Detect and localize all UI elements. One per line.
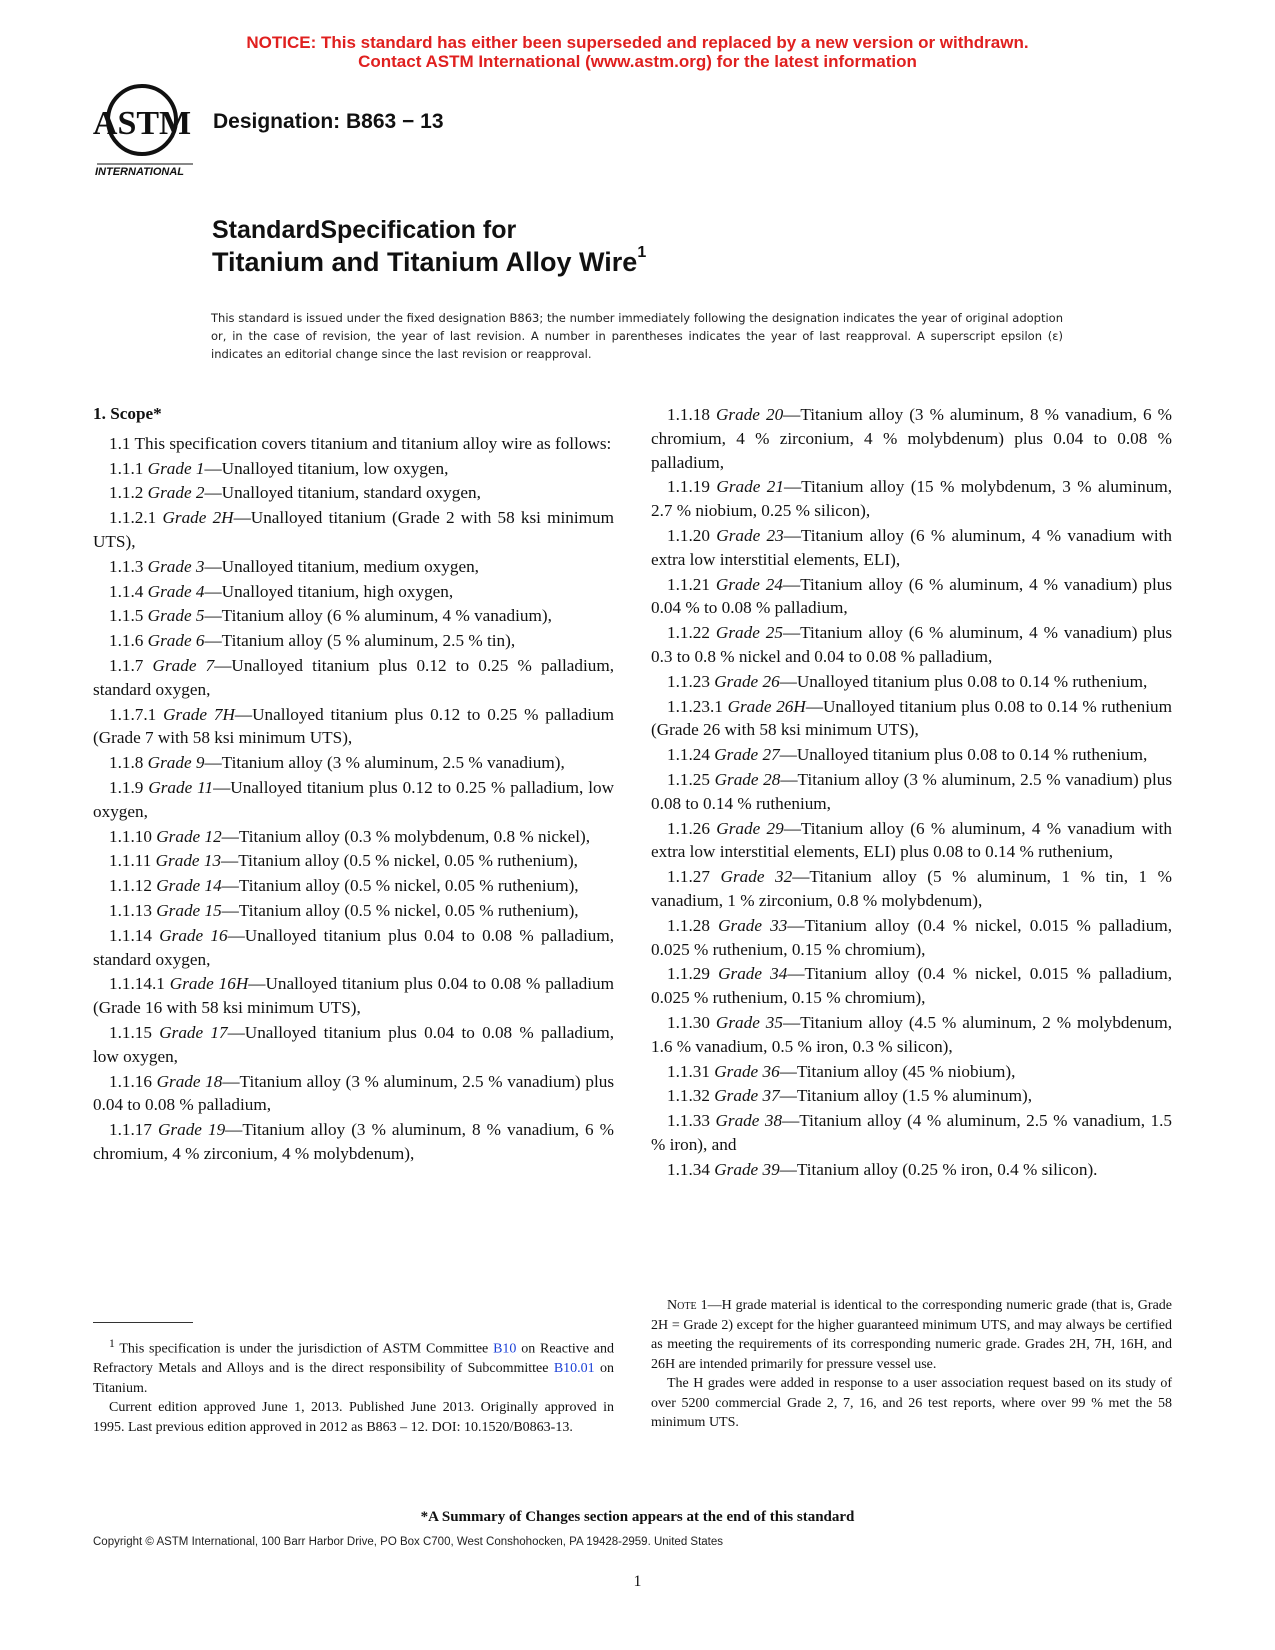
- grade-description: —Titanium alloy (15 % molybdenum, 3 % aluminum, 2.7 % niobium, 0.25 % silicon),: [651, 477, 1172, 521]
- note-1: [651, 1296, 1172, 1433]
- grade-description: —Unalloyed titanium plus 0.08 to 0.14 % ruthenium,: [779, 671, 1148, 691]
- grade-item: [651, 1084, 1172, 1108]
- grade-list-left: [93, 457, 614, 1166]
- grade-name: Grade 18: [156, 1071, 223, 1091]
- grade-description: —Unalloyed titanium, medium oxygen,: [204, 556, 479, 576]
- grade-name: Grade 28: [714, 769, 781, 789]
- item-number: 1.1.2: [109, 483, 144, 503]
- item-number: 1.1.32: [667, 1086, 710, 1106]
- grade-name: Grade 14: [156, 876, 222, 896]
- grade-item: [651, 670, 1172, 694]
- grade-item: [93, 481, 614, 505]
- grade-name: Grade 21: [716, 477, 784, 497]
- summary-of-changes-notice: *A Summary of Changes section appears at the end of this standard: [420, 1509, 855, 1525]
- item-number: 1.1.13: [109, 900, 152, 920]
- item-number: 1.1.10: [109, 826, 152, 846]
- item-number: 1.1.21: [667, 574, 710, 594]
- item-number: 1.1.8: [109, 753, 144, 773]
- grade-item: [93, 506, 614, 554]
- grade-item: [93, 555, 614, 579]
- item-number: 1.1.5: [109, 606, 144, 626]
- footnote-paragraph-2: Current edition approved June 1, 2013. Published June 2013. Originally approved in 1995. Last previous edition approved in 2012 as B863 – 12. DOI: 10.1520/B0863-13.: [93, 1400, 614, 1435]
- item-number: 1.1.27: [667, 867, 710, 887]
- left-column: [93, 402, 614, 1166]
- grade-description: —Titanium alloy (5 % aluminum, 2.5 % tin),: [204, 631, 516, 651]
- committee-link[interactable]: B10: [493, 1341, 517, 1357]
- title-text: Titanium and Titanium Alloy Wire: [212, 247, 638, 277]
- grade-name: Grade 25: [715, 623, 783, 643]
- grade-description: —Unalloyed titanium plus 0.04 to 0.08 % palladium (Grade 16 with 58 ksi minimum UTS),: [93, 974, 615, 1018]
- grade-item: [651, 1060, 1172, 1084]
- grade-description: —Titanium alloy (0.4 % nickel, 0.015 % palladium, 0.025 % ruthenium, 0.15 % chromium),: [651, 964, 1172, 1008]
- grade-description: —Unalloyed titanium, high oxygen,: [204, 581, 454, 601]
- grade-item: [651, 621, 1172, 669]
- item-number: 1.1.6: [109, 631, 144, 651]
- item-number: 1.1.7: [109, 655, 144, 675]
- footnote-marker: 1: [109, 1337, 115, 1350]
- grade-name: Grade 7: [152, 655, 215, 675]
- grade-item: [651, 817, 1172, 865]
- grade-description: —Titanium alloy (0.5 % nickel, 0.05 % ruthenium),: [221, 900, 579, 920]
- grade-description: —Titanium alloy (3 % aluminum, 2.5 % vanadium),: [204, 753, 565, 773]
- grade-name: Grade 2H: [162, 508, 234, 528]
- item-number: 1.1.15: [109, 1022, 152, 1042]
- footnote-text-a: This specification is under the jurisdiction of ASTM Committee: [114, 1341, 494, 1357]
- grade-description: —Titanium alloy (5 % aluminum, 1 % tin, 1 % vanadium, 1 % zirconium, 0.8 % molybdenum),: [651, 867, 1172, 910]
- grade-item: [93, 580, 614, 604]
- item-number: 1.1.23: [667, 671, 710, 691]
- grade-description: —Titanium alloy (6 % aluminum, 4 % vanadium with extra low interstitial elements, ELI),: [651, 525, 1172, 569]
- svg-text:INTERNATIONAL: INTERNATIONAL: [95, 166, 185, 178]
- item-number: 1.1.2.1: [109, 508, 157, 528]
- grade-name: Grade 29: [716, 818, 784, 838]
- grade-item: [93, 825, 614, 849]
- grade-description: —Unalloyed titanium plus 0.04 to 0.08 % palladium, low oxygen,: [93, 1022, 615, 1066]
- item-number: 1.1.18: [667, 405, 710, 424]
- grade-description: —Unalloyed titanium plus 0.12 to 0.25 % palladium (Grade 7 with 58 ksi minimum UTS),: [93, 704, 615, 748]
- item-number: 1.1.16: [109, 1071, 152, 1091]
- grade-description: —Titanium alloy (0.5 % nickel, 0.05 % ruthenium),: [221, 851, 578, 871]
- astm-logo: [93, 80, 201, 178]
- grade-name: Grade 35: [715, 1012, 783, 1032]
- grade-name: Grade 36: [714, 1061, 780, 1081]
- grade-item: [651, 573, 1172, 621]
- item-number: 1.1.25: [667, 769, 710, 789]
- page-number: 1: [633, 1573, 642, 1590]
- item-number: 1.1.4: [109, 581, 144, 601]
- grade-name: Grade 13: [155, 851, 222, 871]
- grade-name: Grade 26: [714, 671, 780, 691]
- grade-item: [651, 743, 1172, 767]
- grade-item: [651, 1011, 1172, 1059]
- grade-name: Grade 4: [147, 581, 205, 601]
- grade-name: Grade 32: [720, 867, 793, 887]
- grade-name: Grade 16H: [169, 974, 249, 994]
- grade-name: Grade 27: [714, 745, 780, 765]
- grade-description: —Titanium alloy (6 % aluminum, 4 % vanadium with extra low interstitial elements, ELI) plus 0.08 to 0.14 % ruthenium,: [651, 818, 1172, 862]
- grade-description: —Unalloyed titanium plus 0.12 to 0.25 % palladium, low oxygen,: [93, 777, 615, 821]
- grade-description: —Titanium alloy (0.4 % nickel, 0.015 % palladium, 0.025 % ruthenium, 0.15 % chromium),: [651, 915, 1172, 959]
- grade-item: [651, 1158, 1172, 1182]
- grade-description: —Unalloyed titanium plus 0.04 to 0.08 % palladium, standard oxygen,: [93, 925, 615, 969]
- svg-text:ASTM: ASTM: [93, 105, 192, 142]
- footnote-text-c: on Titanium.: [93, 1361, 614, 1396]
- grade-name: Grade 19: [158, 1120, 226, 1140]
- grade-name: Grade 16: [159, 925, 228, 945]
- grade-description: —Titanium alloy (3 % aluminum, 2.5 % vanadium) plus 0.08 to 0.14 % ruthenium,: [651, 769, 1173, 813]
- item-number: 1.1.14: [109, 925, 152, 945]
- grade-list-right: [651, 403, 1172, 1182]
- subcommittee-link[interactable]: B10.01: [553, 1361, 595, 1377]
- grade-name: Grade 7H: [163, 704, 235, 724]
- footnote-paragraph-1: [93, 1334, 614, 1398]
- grade-description: —Titanium alloy (0.5 % nickel, 0.05 % ruthenium),: [221, 876, 579, 896]
- item-number: 1.1.33: [667, 1111, 710, 1131]
- grade-item: [651, 1109, 1172, 1157]
- grade-description: —Unalloyed titanium plus 0.08 to 0.14 % ruthenium (Grade 26 with 58 ksi minimum UTS),: [651, 696, 1172, 740]
- grade-name: Grade 6: [147, 631, 205, 651]
- right-column: [651, 402, 1172, 1182]
- grade-name: Grade 33: [718, 915, 788, 935]
- title-footnote-marker: 1: [637, 244, 647, 261]
- item-number: 1.1.28: [667, 915, 710, 935]
- grade-description: —Unalloyed titanium, standard oxygen,: [204, 483, 481, 503]
- item-number: 1.1.7.1: [109, 704, 157, 724]
- grade-item: [93, 924, 614, 972]
- note-paragraph-1: [651, 1296, 1172, 1374]
- item-number: 1.1.30: [667, 1012, 710, 1032]
- item-number: 1.1.22: [667, 623, 710, 643]
- grade-description: —Titanium alloy (3 % aluminum, 2.5 % vanadium) plus 0.04 to 0.08 % palladium,: [93, 1071, 615, 1115]
- grade-description: —Unalloyed titanium (Grade 2 with 58 ksi minimum UTS),: [93, 508, 614, 551]
- item-number: 1.1.24: [667, 745, 710, 765]
- item-number: 1.1.26: [667, 818, 710, 838]
- grade-name: Grade 17: [159, 1022, 228, 1042]
- preamble: This standard is issued under the fixed designation B863; the number immediately following the designation indicates the year of original adoption or, in the case of revision, the year of last revision. A number in parentheses indicates the year of last reapproval. A superscript epsilon (ε) indicates an editorial change since the last revision or reapproval.: [211, 311, 1063, 361]
- section-heading: 1. Scope*: [93, 404, 162, 423]
- grade-item: [651, 524, 1172, 572]
- item-number: 1.1.3: [109, 556, 144, 576]
- footnote: [93, 1334, 614, 1437]
- grade-item: [93, 849, 614, 873]
- grade-description: —Titanium alloy (4 % aluminum, 2.5 % vanadium, 1.5 % iron), and: [651, 1111, 1173, 1154]
- item-number: 1.1.19: [667, 477, 710, 497]
- grade-name: Grade 2: [147, 483, 205, 503]
- title-line-1: StandardSpecification for: [212, 216, 517, 244]
- grade-item: [651, 403, 1172, 474]
- grade-item: [651, 914, 1172, 962]
- item-number: 1.1.9: [109, 777, 144, 797]
- withdrawal-notice: [0, 33, 1275, 71]
- grade-description: —Titanium alloy (6 % aluminum, 4 % vanadium) plus 0.3 to 0.8 % nickel and 0.04 to 0.08 % palladium,: [651, 623, 1173, 666]
- grade-name: Grade 3: [147, 556, 205, 576]
- footnote-rule: [93, 1322, 193, 1323]
- grade-item: [93, 1021, 614, 1069]
- footnote-text-b: on Reactive and Refractory Metals and Alloys and is the direct responsibility of Subcommittee: [93, 1341, 614, 1377]
- grade-name: Grade 26H: [727, 696, 806, 716]
- grade-item: [651, 768, 1172, 816]
- grade-description: —Titanium alloy (1.5 % aluminum),: [779, 1086, 1033, 1106]
- grade-name: Grade 39: [714, 1159, 780, 1179]
- grade-item: [93, 703, 614, 751]
- item-number: 1.1.17: [109, 1120, 152, 1140]
- astm-logo-mark: [93, 80, 201, 178]
- designation: Designation: B863 − 13: [213, 110, 444, 133]
- grade-name: Grade 11: [148, 777, 214, 797]
- grade-name: Grade 5: [147, 606, 205, 626]
- grade-item: [93, 899, 614, 923]
- notice-line-2: Contact ASTM International (www.astm.org) for the latest information: [358, 52, 917, 71]
- grade-name: Grade 38: [715, 1111, 783, 1131]
- grade-item: [93, 776, 614, 824]
- grade-item: [93, 972, 614, 1020]
- grade-name: Grade 12: [156, 826, 222, 846]
- grade-item: [93, 874, 614, 898]
- grade-name: Grade 37: [714, 1086, 780, 1106]
- grade-description: —Titanium alloy (3 % aluminum, 8 % vanadium, 6 % chromium, 4 % zirconium, 4 % molybdenum) plus 0.04 to 0.08 % palladium,: [651, 405, 1173, 472]
- grade-name: Grade 1: [147, 458, 205, 478]
- item-number: 1.1.1: [109, 458, 144, 478]
- grade-name: Grade 20: [716, 405, 784, 424]
- grade-item: [93, 1118, 614, 1166]
- grade-item: [93, 751, 614, 775]
- grade-item: [651, 865, 1172, 913]
- item-number: 1.1.31: [667, 1061, 710, 1081]
- notice-line-1: NOTICE: This standard has either been superseded and replaced by a new version or withdrawn.: [246, 33, 1029, 52]
- grade-name: Grade 23: [716, 525, 784, 545]
- grade-description: —Unalloyed titanium plus 0.08 to 0.14 % ruthenium,: [779, 745, 1148, 765]
- grade-description: —Unalloyed titanium, low oxygen,: [204, 458, 449, 478]
- note-paragraph-2: The H grades were added in response to a user association request based on its study of over 5200 commercial Grade 2, 7, 16, and 26 test reports, where over 99 % met the 58 minimum UTS.: [651, 1376, 1172, 1430]
- grade-item: [651, 475, 1172, 523]
- grade-description: —Titanium alloy (6 % aluminum, 4 % vanadium),: [204, 606, 552, 626]
- title-line-2: [212, 244, 647, 278]
- item-number: 1.1.20: [667, 525, 710, 545]
- grade-item: [93, 1070, 614, 1118]
- grade-item: [93, 654, 614, 702]
- grade-item: [93, 604, 614, 628]
- item-number: 1.1.11: [109, 851, 152, 871]
- grade-item: [93, 457, 614, 481]
- note-text-1: 1—H grade material is identical to the corresponding numeric grade (that is, Grade 2H = Grade 2) except for the higher guaranteed minimum UTS, and may always be certified as meeting the requirements of its corresponding numeric grade. Grades 2H, 7H, 16H, and 26H are intended primarily for pressure vessel use.: [651, 1298, 1172, 1372]
- item-number: 1.1.34: [667, 1159, 710, 1179]
- scope-intro: 1.1 This specification covers titanium and titanium alloy wire as follows:: [109, 433, 612, 453]
- item-number: 1.1.12: [109, 876, 152, 896]
- grade-item: [651, 695, 1172, 743]
- grade-description: —Titanium alloy (0.25 % iron, 0.4 % silicon).: [779, 1159, 1098, 1179]
- grade-item: [93, 629, 614, 653]
- grade-name: Grade 34: [718, 964, 788, 984]
- item-number: 1.1.29: [667, 964, 710, 984]
- grade-item: [651, 962, 1172, 1010]
- grade-description: —Titanium alloy (6 % aluminum, 4 % vanadium) plus 0.04 % to 0.08 % palladium,: [651, 574, 1173, 618]
- grade-description: —Titanium alloy (45 % niobium),: [779, 1061, 1016, 1081]
- grade-description: —Titanium alloy (4.5 % aluminum, 2 % molybdenum, 1.6 % vanadium, 0.5 % iron, 0.3 % silicon),: [651, 1012, 1172, 1056]
- grade-description: —Unalloyed titanium plus 0.12 to 0.25 % palladium, standard oxygen,: [93, 655, 615, 699]
- grade-name: Grade 24: [715, 574, 783, 594]
- grade-name: Grade 9: [147, 753, 205, 773]
- grade-name: Grade 15: [156, 900, 222, 920]
- item-number: 1.1.14.1: [109, 974, 165, 994]
- item-number: 1.1.23.1: [667, 696, 723, 716]
- note-label: Note: [667, 1298, 697, 1313]
- copyright: Copyright © ASTM International, 100 Barr Harbor Drive, PO Box C700, West Conshohocken, PA 19428-2959. United States: [93, 1536, 724, 1548]
- grade-description: —Titanium alloy (0.3 % molybdenum, 0.8 % nickel),: [221, 826, 591, 846]
- grade-description: —Titanium alloy (3 % aluminum, 8 % vanadium, 6 % chromium, 4 % zirconium, 4 % molybdenum),: [93, 1120, 615, 1163]
